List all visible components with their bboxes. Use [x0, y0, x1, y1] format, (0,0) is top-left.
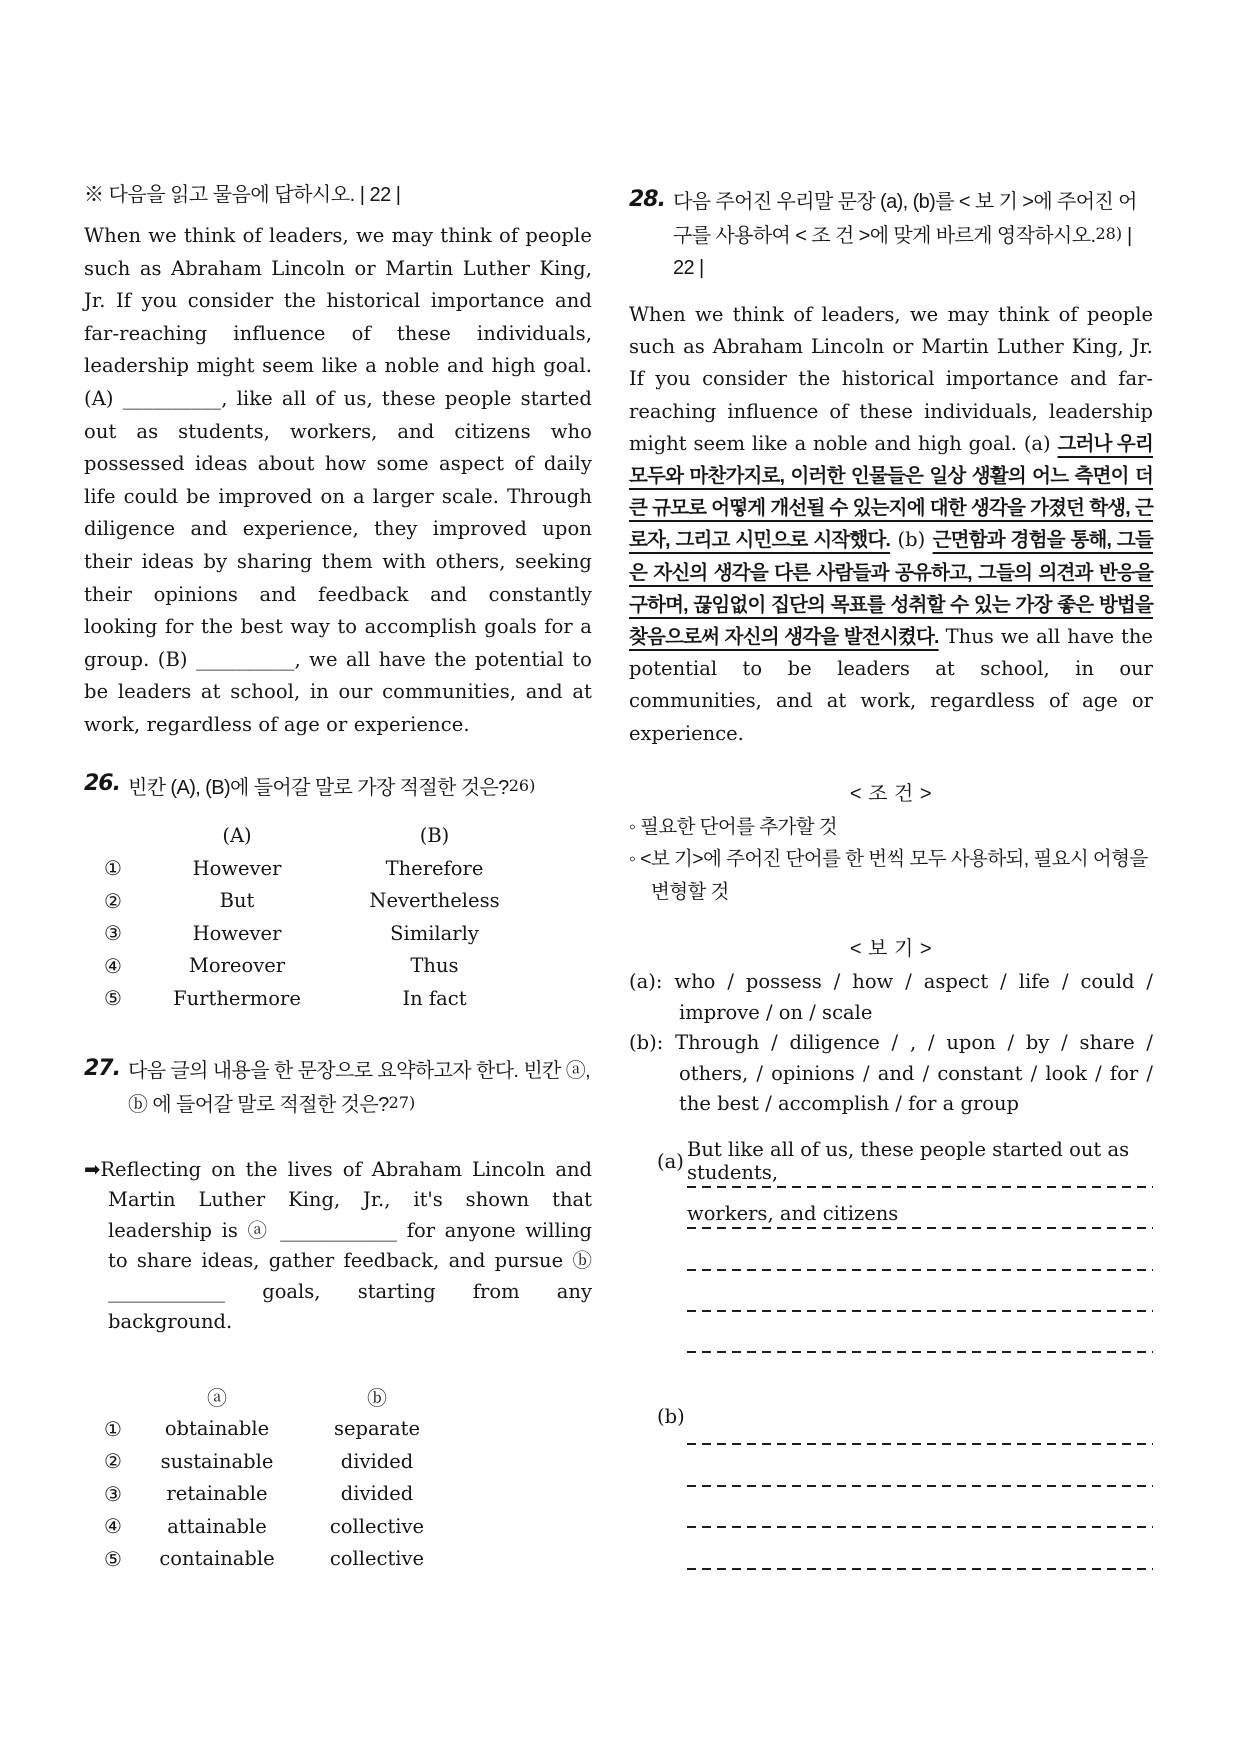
word-bank-list	[629, 967, 1153, 1119]
answer-a-line-2-text: workers, and citizens	[687, 1202, 899, 1226]
option-row-2	[84, 885, 592, 918]
answer-b-label: (b)	[657, 1405, 685, 1429]
condition-text: 필요한 단어를 추가할 것	[640, 815, 837, 838]
option-a-value: But	[219, 889, 255, 913]
sentence-b-label: (b)	[897, 528, 926, 552]
option-row-3	[84, 1478, 592, 1511]
word-bank-a-words: who / possess / how / aspect / life / could / improve / on / scale	[674, 970, 1153, 1024]
table-header-row	[84, 1380, 592, 1413]
answer-area-a	[629, 1137, 1153, 1353]
option-number: ③	[104, 921, 122, 946]
option-a-value: retainable	[166, 1482, 268, 1506]
option-number: ①	[104, 856, 122, 881]
answer-line	[687, 1188, 1153, 1229]
option-number: ④	[104, 1514, 122, 1539]
answer-a-label: (a)	[657, 1150, 684, 1174]
option-row-5	[84, 982, 592, 1015]
condition-list	[629, 811, 1153, 909]
reading-passage: When we think of leaders, we may think of people such as Abraham Lincoln or Martin Luther King, Jr. If you consider the historical importance and far-reaching influence of these individuals, leadership might seem like a noble and high goal. (A) __________, like all of us, these people started out as students, workers, and citizens who possessed ideas about how some aspect of daily life could be improved on a larger scale. Through diligence and experience, they improved upon their ideas by sharing them with others, seeking their opinions and feedback and constantly looking for the best way to accomplish goals for a group. (B) __________, we all have the potential to be leaders at school, in our communities, and at work, regardless of age or experience.	[84, 224, 592, 736]
question-26-header	[84, 770, 592, 804]
option-row-4	[84, 950, 592, 983]
answer-a-line-1-text: But like all of us, these people started out as students,	[687, 1137, 1130, 1184]
option-number: ②	[104, 888, 122, 913]
option-b-value: Therefore	[385, 856, 484, 880]
left-column	[84, 178, 592, 1575]
korean-sentence-b: 근면함과 경험을 통해, 그들은 자신의 생각을 다른 사람들과 공유하고, 그들의 의견과 반응을 구하며, 끊임없이 집단의 목표를 성취할 수 있는 가장 좋은 방법을 찾음으로써 자신의 생각을 발전시켰다.	[629, 529, 1154, 649]
option-a-value: However	[192, 921, 282, 945]
answer-line	[687, 1411, 1153, 1445]
option-b-value: divided	[340, 1449, 414, 1473]
option-a-value: containable	[159, 1547, 275, 1571]
question-26-prompt: 빈칸 (A), (B)에 들어갈 말로 가장 적절한 것은?	[128, 776, 509, 799]
option-row-2	[84, 1445, 592, 1478]
answer-line	[687, 1312, 1153, 1353]
answer-line	[687, 1445, 1153, 1486]
question-26-text	[128, 770, 592, 804]
option-number: ②	[104, 1449, 122, 1474]
question-27-text	[128, 1055, 592, 1121]
question-26-footnote-ref: 26)	[508, 775, 536, 795]
summary-text: Reflecting on the lives of Abraham Lincoln and Martin Luther King, Jr., it's shown that leadership is ⓐ ____________ for anyone willing to share ideas, gather feedback, and pursue ⓑ ____________ goals, starting from any background.	[100, 1157, 592, 1334]
question-26-options-table	[84, 820, 592, 1015]
condition-item-2	[629, 843, 1153, 908]
directive-text: ※ 다음을 읽고 물음에 답하시오.	[84, 184, 355, 206]
condition-box-header: < 조 건 >	[849, 782, 933, 805]
column-header-a: ⓐ	[207, 1385, 227, 1410]
answer-line	[687, 1137, 1153, 1187]
option-a-value: Furthermore	[173, 986, 301, 1010]
question-27-footnote-ref: 27)	[388, 1092, 416, 1112]
sentence-a-label: (a)	[1023, 431, 1051, 455]
answer-line	[687, 1528, 1153, 1569]
option-b-value: collective	[329, 1547, 425, 1571]
question-28-number: 28.	[629, 187, 665, 212]
option-row-1	[84, 1413, 592, 1446]
option-number: ③	[104, 1481, 122, 1506]
summary-sentence	[84, 1155, 592, 1339]
word-bank-a	[629, 967, 1153, 1028]
option-number: ④	[104, 953, 122, 978]
question-26-number: 26.	[84, 770, 120, 796]
word-bank-header: < 보 기 >	[849, 938, 933, 961]
answer-line	[687, 1271, 1153, 1312]
word-bank-b-words: Through / diligence / , / upon / by / share / others, / opinions / and / constant / look / for / the best / accomplish / for a group	[675, 1031, 1153, 1115]
answer-line	[687, 1487, 1153, 1528]
page-range-marker: | 22 |	[673, 225, 1132, 279]
answer-area-b	[629, 1405, 1153, 1569]
option-a-value: attainable	[167, 1514, 267, 1538]
korean-sentence-a: 그러나 우리 모두와 마찬가지로, 이러한 인물들은 일상 생활의 어느 측면이 더 큰 규모로 어떻게 개선될 수 있는지에 대한 생각을 가졌던 학생, 근로자, 그리고 시민으로 시작했다.	[629, 432, 1153, 552]
page-range-marker: | 22 |	[359, 184, 401, 206]
option-row-4	[84, 1510, 592, 1543]
question-27-options-table	[84, 1380, 592, 1575]
section-directive	[84, 178, 592, 207]
option-number: ⑤	[104, 1546, 122, 1571]
word-bank-a-label: (a):	[629, 970, 663, 994]
passage-english-2: Thus we all have the potential to be leaders at school, in our communities, and at work, regardless of age or experience.	[629, 625, 1153, 745]
arrow-icon: ➡	[84, 1157, 101, 1181]
option-row-3	[84, 917, 592, 950]
word-bank-b-label: (b):	[629, 1031, 664, 1055]
translation-passage	[629, 299, 1153, 750]
condition-item-1	[629, 811, 1153, 844]
column-header-b: ⓑ	[367, 1385, 387, 1410]
option-b-value: separate	[334, 1417, 420, 1441]
option-b-value: In fact	[402, 986, 467, 1010]
question-28-prompt: 다음 주어진 우리말 문장 (a), (b)를 < 보 기 >에 주어진 어구를 사용하여 < 조 건 >에 맞게 바르게 영작하시오.	[673, 191, 1137, 247]
option-row-5	[84, 1543, 592, 1576]
column-header-b: (B)	[419, 824, 450, 848]
option-row-1	[84, 852, 592, 885]
option-a-value: Moreover	[188, 954, 286, 978]
passage-english-1: When we think of leaders, we may think of people such as Abraham Lincoln or Martin Luther King, Jr. If you consider the historical importance and far-reaching influence of these individuals, leadership might seem like a noble and high goal.	[629, 303, 1153, 455]
question-27-header	[84, 1055, 592, 1121]
question-28-text	[673, 186, 1153, 284]
option-b-value: Thus	[410, 954, 459, 978]
answer-line	[687, 1229, 1153, 1270]
option-number: ⑤	[104, 986, 122, 1011]
table-header-row	[84, 820, 592, 853]
bullet-icon: ◦	[629, 815, 636, 838]
option-b-value: divided	[340, 1482, 414, 1506]
condition-text: <보 기>에 주어진 단어를 한 번씩 모두 사용하되, 필요시 어형을 변형할 것	[640, 848, 1148, 903]
right-column	[629, 186, 1153, 1570]
column-header-a: (A)	[222, 824, 252, 848]
question-28-footnote-ref: 28)	[1095, 224, 1123, 243]
option-b-value: Nevertheless	[369, 889, 500, 913]
option-a-value: However	[192, 856, 282, 880]
option-b-value: Similarly	[390, 921, 479, 945]
question-27-prompt: 다음 글의 내용을 한 문장으로 요약하고자 한다. 빈칸 ⓐ, ⓑ 에 들어갈 말로 적절한 것은?	[128, 1059, 591, 1116]
word-bank-b	[629, 1028, 1153, 1119]
question-28-header	[629, 186, 1153, 284]
option-a-value: obtainable	[164, 1417, 270, 1441]
question-27-number: 27.	[84, 1055, 120, 1081]
option-a-value: sustainable	[160, 1449, 274, 1473]
bullet-icon: ◦	[629, 848, 636, 871]
option-number: ①	[104, 1416, 122, 1441]
option-b-value: collective	[329, 1514, 425, 1538]
